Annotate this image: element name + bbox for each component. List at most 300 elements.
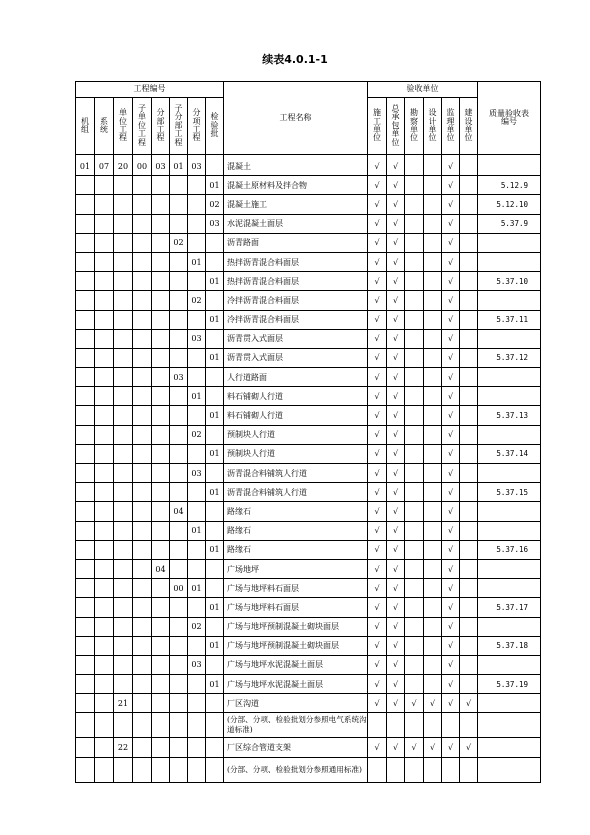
- check-cell: √: [442, 598, 460, 617]
- code-cell: [170, 617, 188, 636]
- check-cell: [424, 521, 442, 540]
- check-cell: [424, 155, 442, 176]
- code-cell: [206, 502, 224, 521]
- check-cell: √: [442, 176, 460, 195]
- code-cell: [170, 387, 188, 406]
- code-cell: [95, 214, 114, 233]
- project-name-cell: 厂区综合管道支架: [224, 738, 368, 757]
- code-cell: [76, 252, 95, 271]
- code-cell: 02: [206, 195, 224, 214]
- check-cell: [460, 368, 478, 387]
- code-cell: [152, 444, 170, 463]
- code-cell: [170, 757, 188, 782]
- code-cell: [133, 464, 152, 483]
- project-name-cell: 沥青路面: [224, 233, 368, 252]
- code-cell: 04: [170, 502, 188, 521]
- code-col-header: 单位工程: [114, 98, 133, 155]
- code-cell: [152, 579, 170, 598]
- code-cell: [133, 675, 152, 694]
- quality-no-cell: [478, 655, 541, 674]
- quality-no-cell: 5.37.18: [478, 636, 541, 655]
- check-cell: [405, 214, 424, 233]
- code-col-header: 检验批: [206, 98, 224, 155]
- quality-no-cell: 5.12.9: [478, 176, 541, 195]
- check-cell: √: [368, 540, 387, 559]
- code-cell: [170, 655, 188, 674]
- quality-no-cell: [478, 291, 541, 310]
- code-cell: [206, 559, 224, 578]
- check-cell: [460, 598, 478, 617]
- check-cell: √: [368, 617, 387, 636]
- check-cell: √: [442, 233, 460, 252]
- check-cell: [460, 310, 478, 329]
- code-cell: [206, 387, 224, 406]
- quality-no-cell: [478, 502, 541, 521]
- check-cell: [460, 329, 478, 348]
- check-cell: [460, 521, 478, 540]
- code-cell: [114, 713, 133, 738]
- quality-no-cell: 5.37.17: [478, 598, 541, 617]
- code-col-header: 分部工程: [152, 98, 170, 155]
- project-name-cell: 混凝土原材料及拌合物: [224, 176, 368, 195]
- check-cell: √: [442, 655, 460, 674]
- code-cell: [188, 738, 206, 757]
- code-cell: [76, 675, 95, 694]
- check-cell: [460, 540, 478, 559]
- code-cell: [170, 675, 188, 694]
- quality-no-cell: [478, 738, 541, 757]
- check-cell: [460, 757, 478, 782]
- code-cell: [170, 464, 188, 483]
- check-cell: √: [368, 483, 387, 502]
- code-cell: [114, 252, 133, 271]
- project-name-cell: 混凝土: [224, 155, 368, 176]
- check-cell: √: [387, 579, 405, 598]
- code-cell: [95, 636, 114, 655]
- check-cell: [460, 675, 478, 694]
- code-cell: [76, 291, 95, 310]
- code-cell: [206, 655, 224, 674]
- code-cell: [188, 694, 206, 713]
- check-cell: [405, 348, 424, 367]
- check-cell: √: [368, 502, 387, 521]
- code-cell: [152, 540, 170, 559]
- code-cell: [133, 655, 152, 674]
- code-cell: [170, 738, 188, 757]
- unit-col-header: 施工单位: [368, 98, 387, 155]
- check-cell: √: [460, 738, 478, 757]
- code-cell: [114, 444, 133, 463]
- check-cell: √: [368, 155, 387, 176]
- acceptance-table: [75, 81, 541, 783]
- code-cell: [152, 757, 170, 782]
- table-row: [76, 406, 541, 425]
- check-cell: √: [442, 252, 460, 271]
- quality-no-cell: [478, 617, 541, 636]
- check-cell: [405, 713, 424, 738]
- code-cell: [114, 233, 133, 252]
- code-cell: [188, 310, 206, 329]
- code-cell: [188, 713, 206, 738]
- code-cell: [206, 252, 224, 271]
- check-cell: √: [442, 617, 460, 636]
- code-cell: [95, 559, 114, 578]
- check-cell: [405, 310, 424, 329]
- code-cell: [114, 757, 133, 782]
- code-cell: [95, 598, 114, 617]
- check-cell: [460, 387, 478, 406]
- code-col-header: 系统: [95, 98, 114, 155]
- code-cell: [133, 195, 152, 214]
- code-cell: [114, 675, 133, 694]
- project-name-cell: 热拌沥青混合料面层: [224, 252, 368, 271]
- project-name-cell: 广场与地坪料石面层: [224, 598, 368, 617]
- check-cell: √: [442, 214, 460, 233]
- code-cell: [170, 214, 188, 233]
- code-cell: [188, 502, 206, 521]
- quality-no-cell: 5.37.19: [478, 675, 541, 694]
- quality-no-cell: [478, 425, 541, 444]
- code-cell: [133, 291, 152, 310]
- check-cell: [460, 155, 478, 176]
- project-name-cell: 广场与地坪预制混凝土砌块面层: [224, 636, 368, 655]
- check-cell: √: [442, 464, 460, 483]
- check-cell: [424, 291, 442, 310]
- check-cell: [405, 406, 424, 425]
- check-cell: [424, 598, 442, 617]
- code-col-header: 机组: [76, 98, 95, 155]
- check-cell: [405, 502, 424, 521]
- check-cell: [405, 559, 424, 578]
- code-cell: [76, 176, 95, 195]
- code-cell: [114, 195, 133, 214]
- code-col-header: 子单位工程: [133, 98, 152, 155]
- table-row: [76, 675, 541, 694]
- code-cell: [188, 176, 206, 195]
- check-cell: √: [442, 675, 460, 694]
- code-cell: [206, 617, 224, 636]
- code-cell: 01: [188, 387, 206, 406]
- code-cell: [188, 559, 206, 578]
- table-row: [76, 155, 541, 176]
- check-cell: [405, 272, 424, 291]
- quality-no-cell: [478, 368, 541, 387]
- code-cell: [170, 598, 188, 617]
- check-cell: √: [387, 155, 405, 176]
- check-cell: √: [387, 406, 405, 425]
- check-cell: √: [368, 252, 387, 271]
- code-cell: 00: [170, 579, 188, 598]
- code-cell: [133, 738, 152, 757]
- check-cell: √: [442, 636, 460, 655]
- code-cell: [152, 310, 170, 329]
- code-cell: [95, 291, 114, 310]
- check-cell: √: [368, 694, 387, 713]
- check-cell: [368, 757, 387, 782]
- check-cell: √: [387, 655, 405, 674]
- code-cell: [152, 636, 170, 655]
- project-name-cell: 预制块人行道: [224, 444, 368, 463]
- check-cell: √: [387, 675, 405, 694]
- code-cell: [114, 272, 133, 291]
- check-cell: √: [442, 694, 460, 713]
- code-cell: [76, 387, 95, 406]
- table-row: [76, 694, 541, 713]
- check-cell: [460, 425, 478, 444]
- check-cell: √: [442, 483, 460, 502]
- code-cell: [170, 252, 188, 271]
- code-cell: [76, 444, 95, 463]
- code-cell: [152, 464, 170, 483]
- code-cell: [206, 713, 224, 738]
- code-cell: [133, 252, 152, 271]
- check-cell: √: [368, 559, 387, 578]
- code-cell: [95, 444, 114, 463]
- code-cell: 03: [188, 655, 206, 674]
- code-cell: 07: [95, 155, 114, 176]
- code-cell: 03: [170, 368, 188, 387]
- code-cell: [206, 155, 224, 176]
- code-cell: [114, 329, 133, 348]
- quality-no-cell: 5.37.12: [478, 348, 541, 367]
- project-name-cell: 广场与地坪预制混凝土砌块面层: [224, 617, 368, 636]
- code-cell: 20: [114, 155, 133, 176]
- check-cell: [460, 291, 478, 310]
- code-cell: [188, 348, 206, 367]
- project-name-cell: 广场与地坪水泥混凝土面层: [224, 675, 368, 694]
- project-name-cell: 沥青混合料铺筑人行道: [224, 483, 368, 502]
- check-cell: √: [368, 655, 387, 674]
- code-cell: [152, 675, 170, 694]
- check-cell: [405, 425, 424, 444]
- table-row: [76, 502, 541, 521]
- code-cell: [114, 540, 133, 559]
- check-cell: √: [387, 329, 405, 348]
- code-cell: [95, 757, 114, 782]
- check-cell: [405, 617, 424, 636]
- code-cell: [170, 291, 188, 310]
- check-cell: [424, 540, 442, 559]
- check-cell: √: [387, 483, 405, 502]
- check-cell: [405, 521, 424, 540]
- check-cell: [460, 502, 478, 521]
- check-cell: [442, 713, 460, 738]
- check-cell: √: [387, 272, 405, 291]
- code-cell: [114, 176, 133, 195]
- code-cell: [95, 310, 114, 329]
- code-cell: [152, 233, 170, 252]
- code-cell: [188, 272, 206, 291]
- code-cell: [133, 559, 152, 578]
- code-cell: [76, 521, 95, 540]
- check-cell: √: [442, 310, 460, 329]
- code-cell: [76, 310, 95, 329]
- check-cell: [424, 176, 442, 195]
- code-cell: [152, 252, 170, 271]
- check-cell: [460, 195, 478, 214]
- quality-no-cell: [478, 713, 541, 738]
- code-cell: [206, 757, 224, 782]
- code-cell: [133, 617, 152, 636]
- code-cell: [170, 195, 188, 214]
- table-row: [76, 291, 541, 310]
- check-cell: [460, 176, 478, 195]
- table-row: [76, 617, 541, 636]
- code-cell: [76, 559, 95, 578]
- check-cell: [424, 214, 442, 233]
- check-cell: √: [387, 559, 405, 578]
- code-cell: [206, 694, 224, 713]
- check-cell: √: [424, 738, 442, 757]
- project-name-cell: 人行道路面: [224, 368, 368, 387]
- table-row: [76, 329, 541, 348]
- table-row: [76, 425, 541, 444]
- check-cell: [405, 252, 424, 271]
- project-name-cell: 料石铺砌人行道: [224, 406, 368, 425]
- check-cell: [442, 757, 460, 782]
- check-cell: [424, 655, 442, 674]
- code-cell: [95, 675, 114, 694]
- code-cell: [188, 636, 206, 655]
- code-cell: [76, 195, 95, 214]
- code-cell: [152, 617, 170, 636]
- code-cell: [188, 214, 206, 233]
- code-cell: [152, 738, 170, 757]
- check-cell: √: [387, 636, 405, 655]
- code-cell: 02: [188, 425, 206, 444]
- check-cell: [460, 655, 478, 674]
- code-cell: [76, 348, 95, 367]
- code-cell: [152, 214, 170, 233]
- code-cell: [170, 713, 188, 738]
- check-cell: [405, 233, 424, 252]
- check-cell: √: [442, 195, 460, 214]
- table-row: [76, 483, 541, 502]
- check-cell: √: [387, 464, 405, 483]
- code-cell: [206, 579, 224, 598]
- code-cell: 01: [188, 579, 206, 598]
- code-cell: 01: [206, 483, 224, 502]
- check-cell: √: [442, 348, 460, 367]
- check-cell: √: [368, 348, 387, 367]
- code-cell: [133, 176, 152, 195]
- check-cell: [405, 195, 424, 214]
- code-cell: [114, 598, 133, 617]
- check-cell: √: [442, 579, 460, 598]
- code-cell: [188, 233, 206, 252]
- code-cell: [152, 291, 170, 310]
- check-cell: √: [368, 521, 387, 540]
- code-cell: [95, 521, 114, 540]
- project-name-cell: 路缘石: [224, 502, 368, 521]
- check-cell: √: [387, 387, 405, 406]
- code-cell: [188, 483, 206, 502]
- page-title: 续表4.0.1-1: [262, 53, 328, 66]
- code-cell: [133, 348, 152, 367]
- check-cell: [424, 272, 442, 291]
- quality-no-cell: [478, 155, 541, 176]
- quality-no-cell: [478, 387, 541, 406]
- code-cell: [170, 559, 188, 578]
- code-cell: [76, 464, 95, 483]
- quality-no-cell: [478, 464, 541, 483]
- check-cell: [460, 272, 478, 291]
- check-cell: √: [368, 425, 387, 444]
- unit-col-header: 监理单位: [442, 98, 460, 155]
- quality-no-cell: [478, 579, 541, 598]
- check-cell: √: [405, 738, 424, 757]
- table-row: [76, 387, 541, 406]
- code-cell: [76, 540, 95, 559]
- quality-no-cell: 5.37.13: [478, 406, 541, 425]
- table-row: [76, 636, 541, 655]
- code-cell: [152, 272, 170, 291]
- project-name-cell: 厂区沟道: [224, 694, 368, 713]
- code-cell: 01: [206, 598, 224, 617]
- code-cell: 00: [133, 155, 152, 176]
- check-cell: √: [387, 195, 405, 214]
- project-name-cell: 路缘石: [224, 540, 368, 559]
- code-cell: [152, 483, 170, 502]
- code-cell: [95, 348, 114, 367]
- check-cell: [405, 598, 424, 617]
- check-cell: √: [387, 694, 405, 713]
- code-cell: [95, 464, 114, 483]
- code-cell: [114, 655, 133, 674]
- quality-no-cell: 5.37.11: [478, 310, 541, 329]
- check-cell: [405, 579, 424, 598]
- check-cell: √: [442, 738, 460, 757]
- code-cell: [152, 521, 170, 540]
- check-cell: √: [368, 368, 387, 387]
- code-cell: [188, 406, 206, 425]
- code-cell: [76, 233, 95, 252]
- code-cell: [133, 233, 152, 252]
- check-cell: [405, 464, 424, 483]
- code-cell: [95, 195, 114, 214]
- code-cell: [95, 233, 114, 252]
- check-cell: √: [368, 406, 387, 425]
- quality-no-cell: 5.37.16: [478, 540, 541, 559]
- check-cell: [405, 636, 424, 655]
- code-cell: [76, 425, 95, 444]
- check-cell: √: [368, 444, 387, 463]
- group-code-header: 工程编号: [76, 82, 224, 98]
- quality-no-cell: [478, 559, 541, 578]
- check-cell: [460, 559, 478, 578]
- code-cell: [133, 214, 152, 233]
- code-cell: [95, 579, 114, 598]
- code-cell: [152, 195, 170, 214]
- check-cell: [424, 233, 442, 252]
- table-row: [76, 310, 541, 329]
- check-cell: √: [368, 272, 387, 291]
- check-cell: [424, 310, 442, 329]
- code-cell: [152, 713, 170, 738]
- check-cell: √: [387, 310, 405, 329]
- code-cell: [188, 368, 206, 387]
- code-cell: [152, 502, 170, 521]
- code-cell: 03: [188, 464, 206, 483]
- check-cell: √: [387, 598, 405, 617]
- group-units-header: 验收单位: [368, 82, 478, 98]
- check-cell: [424, 713, 442, 738]
- check-cell: [460, 483, 478, 502]
- code-cell: [170, 444, 188, 463]
- code-cell: [170, 348, 188, 367]
- code-cell: [206, 368, 224, 387]
- code-cell: [133, 483, 152, 502]
